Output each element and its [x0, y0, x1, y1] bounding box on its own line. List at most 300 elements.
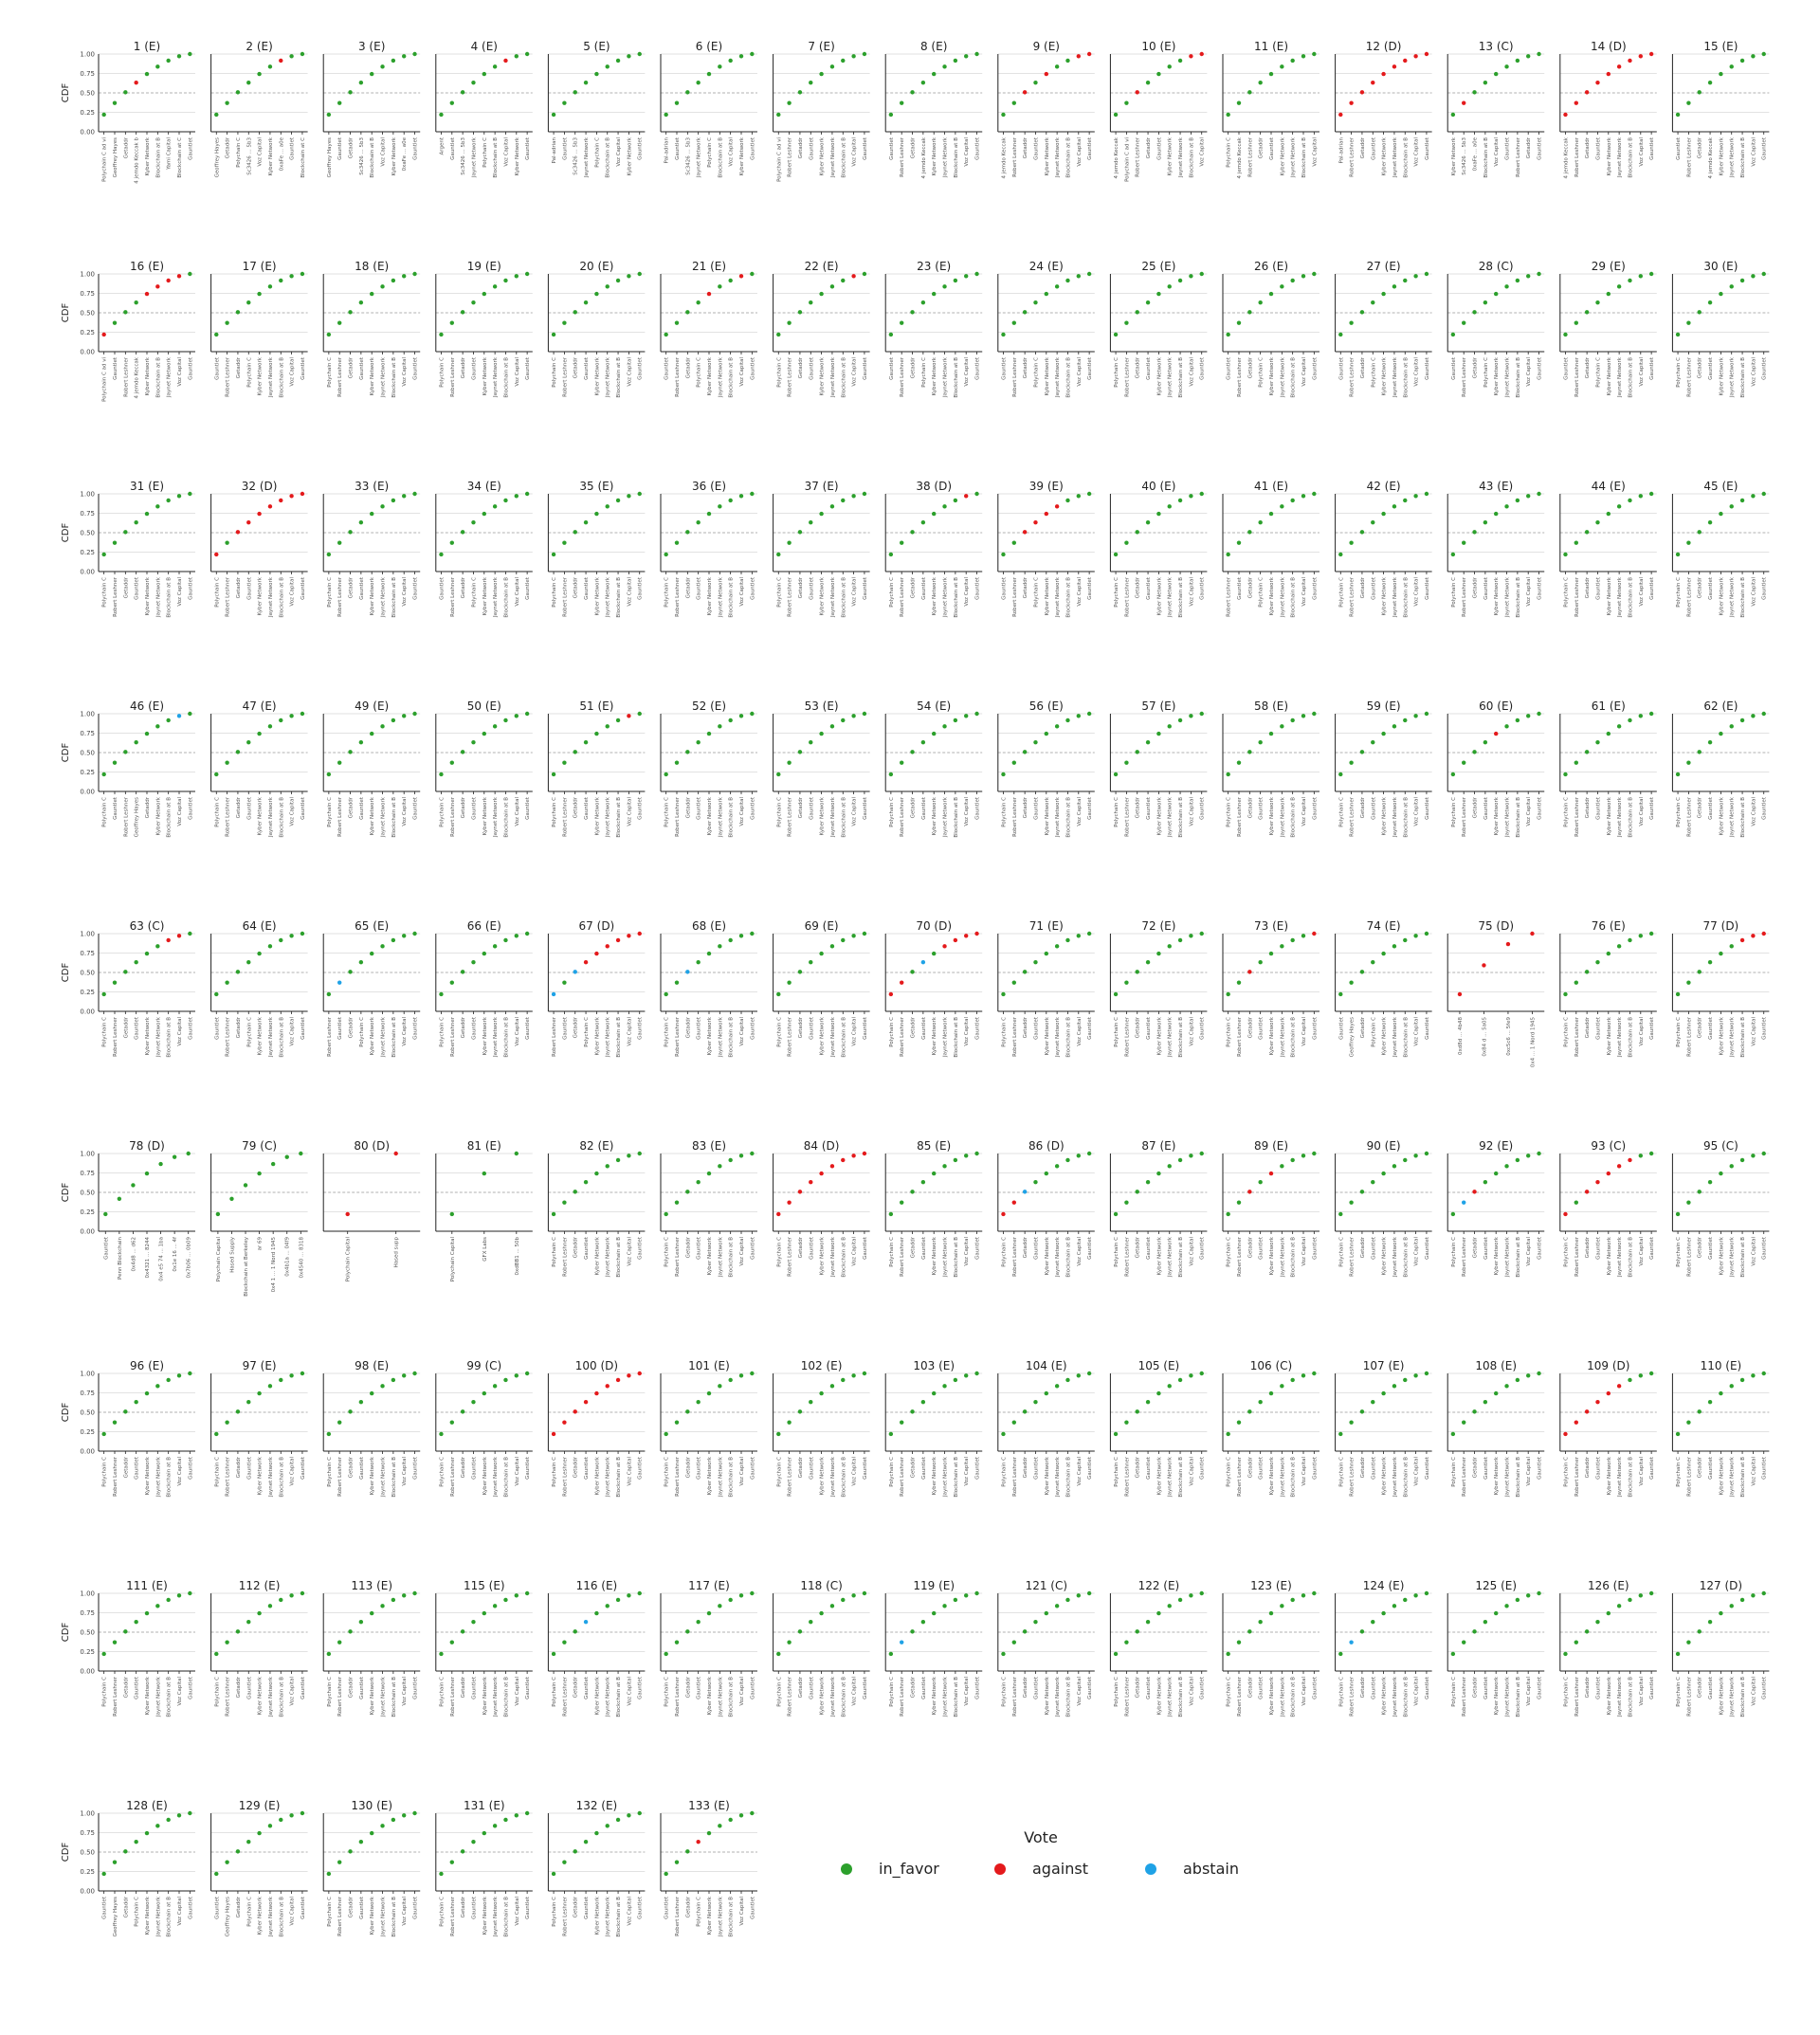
cdf-point-in-favor [1563, 772, 1567, 776]
panel [1110, 1579, 1207, 1717]
x-tick-label: Voz Capital [289, 357, 296, 387]
cdf-point-in-favor [1045, 732, 1048, 736]
cdf-point-against [1607, 72, 1611, 76]
cdf-point-in-favor [1146, 1400, 1150, 1404]
panel [1672, 480, 1769, 618]
x-tick-label: Robert Leshner [1462, 577, 1468, 617]
x-tick-label: Getaddr [461, 1897, 467, 1918]
x-tick-label: Blockchain at B [1740, 357, 1747, 398]
x-tick-label: Getaddr [348, 797, 355, 819]
x-tick-label: Jaynet Network [1167, 1677, 1174, 1717]
x-tick-label: Gauntlet [809, 577, 815, 600]
x-tick-label: Robert Leshner [1247, 137, 1254, 177]
x-tick-label: Getaddr [1359, 1237, 1366, 1259]
x-tick-label: Polychain C [1001, 1677, 1008, 1707]
cdf-point-in-favor [370, 732, 373, 736]
cdf-point-in-favor [664, 1432, 667, 1436]
panel [774, 260, 870, 398]
legend [841, 1828, 1239, 1879]
cdf-point-in-favor [1708, 960, 1712, 964]
x-tick-label: Voz Capital [1312, 137, 1319, 167]
x-tick-label: Blockchain at B [279, 1677, 285, 1717]
x-tick-label: Blockchain at B [1628, 1017, 1634, 1058]
cdf-point-in-favor [123, 1849, 127, 1853]
cdf-point-in-favor [1617, 504, 1621, 508]
cdf-point-in-favor [225, 1420, 228, 1424]
x-tick-label: Gauntlet [1761, 577, 1768, 600]
x-tick-label: Kyber Network [1494, 1677, 1501, 1716]
cdf-point-in-favor [134, 1620, 137, 1624]
x-tick-label: Kyber Network [1494, 797, 1501, 836]
panel-title: 18 (E) [355, 260, 390, 273]
cdf-point-in-favor [1504, 504, 1508, 508]
x-tick-label: Gauntlet [1087, 1677, 1094, 1699]
cdf-point-in-favor [236, 1629, 240, 1633]
x-tick-label: Blockchain at B [503, 1457, 510, 1498]
x-tick-label: Gauntlet [1087, 797, 1094, 820]
x-tick-label: Jaynet Network [1729, 137, 1736, 177]
panel-title: 46 (E) [129, 700, 165, 713]
panel-title: 122 (E) [1138, 1579, 1180, 1592]
cdf-point-in-favor [685, 90, 689, 94]
x-tick-label: Gauntlet [412, 1017, 419, 1040]
cdf-point-in-favor [616, 718, 620, 722]
cdf-point-in-favor [1237, 760, 1241, 764]
cdf-point-in-favor [1087, 1591, 1091, 1595]
x-tick-label: Robert Leshner [1462, 797, 1468, 837]
x-tick-label: Polychain C [1483, 357, 1489, 388]
cdf-point-in-favor [113, 320, 117, 324]
cdf-point-in-favor [1136, 1190, 1139, 1193]
x-tick-label: Jaynet Network [155, 1677, 162, 1717]
x-tick-label: Robert Leshner [113, 1677, 118, 1717]
cdf-point-in-favor [1451, 553, 1455, 556]
x-tick-label: Blockchain at B [1515, 1677, 1521, 1717]
cdf-point-in-favor [1413, 1154, 1417, 1157]
x-tick-label: Voz Capital [1413, 797, 1420, 827]
x-tick-label: Kyber Network [370, 1897, 376, 1935]
cdf-point-in-favor [1392, 284, 1396, 288]
cdf-point-in-favor [359, 1840, 363, 1844]
cdf-point-in-favor [1516, 59, 1520, 63]
cdf-point-in-favor [1012, 1640, 1016, 1644]
cdf-point-in-favor [739, 1593, 743, 1597]
x-tick-label: Polychain C [696, 1897, 702, 1927]
panel-title: 113 (E) [351, 1579, 393, 1592]
cdf-point-in-favor [1628, 718, 1631, 722]
cdf-point-in-favor [1676, 1652, 1680, 1656]
cdf-point-in-favor [863, 1591, 866, 1595]
panel [548, 480, 645, 618]
panel-title: 81 (E) [466, 1139, 501, 1153]
cdf-point-in-favor [1628, 279, 1631, 282]
panel [774, 1139, 870, 1278]
cdf-point-in-favor [461, 1629, 464, 1633]
cdf-point-in-favor [1676, 1432, 1680, 1436]
panel-title: 7 (E) [808, 40, 835, 53]
cdf-point-in-favor [584, 740, 588, 744]
cdf-point-in-favor [675, 540, 679, 544]
x-tick-label: Blockchain at B [1290, 1237, 1297, 1278]
cdf-point-against [1045, 72, 1048, 76]
cdf-point-against [101, 333, 105, 336]
cdf-point-in-favor [1563, 553, 1567, 556]
x-tick-label: Getaddr [348, 1677, 355, 1699]
panel [774, 40, 870, 182]
x-tick-label: Robert Leshner [1349, 357, 1356, 397]
panel [998, 260, 1095, 398]
x-tick-label: Kyber Network [932, 576, 938, 616]
panel [436, 260, 533, 398]
x-tick-label: Robert Leshner [900, 1237, 906, 1277]
cdf-point-in-favor [1269, 1611, 1273, 1615]
cdf-point-in-favor [1360, 530, 1364, 534]
x-tick-label: Gauntlet [358, 1677, 365, 1699]
x-tick-label: Polychain C [1226, 137, 1232, 168]
x-tick-label: Getaddr [685, 357, 692, 379]
x-tick-label: Polychain C [1676, 1017, 1683, 1047]
cdf-point-in-favor [188, 932, 191, 936]
cdf-point-in-favor [1033, 300, 1037, 304]
x-tick-label: Kyber Network [145, 137, 151, 176]
x-tick-label: Gauntlet [1258, 1237, 1265, 1260]
cdf-point-in-favor [348, 750, 352, 754]
cdf-point-against [1247, 1190, 1251, 1193]
cdf-point-in-favor [1146, 740, 1150, 744]
x-tick-label: Polychain C ad vi [1124, 137, 1131, 182]
cdf-point-in-favor [1698, 90, 1702, 94]
panel-title: 13 (C) [1478, 40, 1514, 53]
x-tick-label: Geoffrey Hayes [113, 1897, 118, 1937]
x-tick-label: Polychain C [552, 357, 558, 388]
panel [998, 700, 1095, 838]
x-tick-label: Gauntlet [584, 797, 591, 820]
cdf-point-in-favor [1628, 1378, 1631, 1382]
x-tick-label: Getaddr [145, 797, 151, 819]
x-tick-label: Polychain C [552, 1457, 558, 1487]
cdf-point-against [830, 1164, 834, 1168]
cdf-point-in-favor [1483, 740, 1487, 744]
x-tick-label: Gauntlet [1708, 577, 1715, 600]
x-tick-label: Jaynet Network [1392, 357, 1398, 397]
cdf-point-in-favor [1751, 1154, 1755, 1157]
cdf-point-in-favor [1023, 1629, 1027, 1633]
x-tick-label: Voz Capital [514, 357, 520, 387]
x-tick-label: Voz Capital [289, 577, 296, 607]
cdf-point-against [1247, 970, 1251, 973]
x-tick-label: Voz Capital [177, 797, 183, 827]
cdf-point-in-favor [450, 1860, 454, 1863]
cdf-point-in-favor [750, 492, 754, 496]
cdf-point-in-favor [562, 1200, 566, 1204]
x-tick-label: Jaynet Network [155, 1017, 162, 1057]
x-tick-label: Polychain C [664, 797, 670, 827]
x-tick-label: Getaddr [685, 1237, 692, 1259]
x-tick-label: Blockchain at B [1740, 137, 1747, 178]
cdf-point-in-favor [1730, 64, 1734, 68]
panel [1447, 1359, 1544, 1498]
cdf-point-in-favor [750, 1811, 754, 1815]
x-tick-label: Polychain C [1450, 797, 1457, 827]
cdf-point-in-favor [1595, 520, 1599, 524]
cdf-point-in-favor [1055, 724, 1059, 728]
cdf-point-in-favor [1719, 72, 1722, 76]
cdf-point-in-favor [327, 992, 331, 996]
cdf-point-in-favor [1290, 1598, 1294, 1602]
x-tick-label: Polychain Capital [215, 1237, 222, 1282]
x-tick-label: Jaynet Network [942, 1017, 949, 1057]
x-tick-label: Gauntlet [337, 1017, 344, 1040]
cdf-point-in-favor [1290, 499, 1294, 502]
cdf-point-in-favor [1462, 1420, 1465, 1424]
x-tick-label: Getaddr [573, 1677, 579, 1699]
cdf-point-in-favor [1200, 1152, 1204, 1155]
cdf-point-in-favor [900, 760, 903, 764]
x-tick-label: Voz Capital [1413, 577, 1420, 607]
x-tick-label: Polychain C [888, 1017, 895, 1047]
cdf-point-in-favor [101, 772, 105, 776]
cdf-point-in-favor [327, 553, 331, 556]
x-tick-label: Blockchain at B [391, 1677, 397, 1717]
cdf-point-in-favor [268, 1604, 272, 1608]
cdf-point-in-favor [1719, 512, 1722, 516]
x-tick-label: Voz Capital [851, 357, 858, 387]
cdf-point-against [1269, 1172, 1273, 1175]
cdf-point-in-favor [134, 300, 137, 304]
cdf-point-in-favor [1649, 1591, 1653, 1595]
cdf-point-against [819, 1172, 823, 1175]
x-tick-label: 0xaFe ... a0e [1472, 137, 1479, 172]
cdf-point-in-favor [380, 64, 384, 68]
cdf-point-in-favor [974, 1591, 978, 1595]
cdf-point-against [584, 1400, 588, 1404]
x-tick-label: Voz Capital [964, 1017, 971, 1046]
x-tick-label: Kyber Network [1494, 1237, 1501, 1276]
x-tick-label: Jaynet Network [1055, 137, 1062, 177]
cdf-point-against [1136, 90, 1139, 94]
x-tick-label: Gauntlet [809, 357, 815, 380]
x-tick-label: Gauntlet [920, 1017, 927, 1040]
cdf-point-in-favor [1762, 1152, 1766, 1155]
cdf-point-in-favor [236, 310, 240, 314]
x-tick-label: Blockchain at B [1403, 1677, 1410, 1717]
x-tick-label: Kyber Network [1494, 357, 1501, 396]
panel-title: 33 (E) [355, 480, 390, 493]
cdf-point-in-favor [1301, 54, 1305, 58]
panel-title: 76 (E) [1591, 919, 1626, 933]
x-tick-label: Jaynet Network [605, 1897, 611, 1936]
cdf-point-in-favor [851, 494, 855, 498]
panel [885, 1139, 982, 1278]
x-tick-label: Gauntlet [1199, 357, 1206, 380]
panel-title: 110 (E) [1700, 1359, 1742, 1372]
cdf-point-in-favor [664, 772, 667, 776]
x-tick-label: Polychain C [1338, 1457, 1345, 1487]
cdf-point-in-favor [246, 1620, 250, 1624]
cdf-point-in-favor [134, 740, 137, 744]
x-tick-label: Gauntlet [471, 357, 478, 380]
x-tick-label: Kyber Network [1044, 577, 1050, 616]
panel-title: 107 (E) [1362, 1359, 1405, 1372]
x-tick-label: Getaddr [685, 1017, 692, 1039]
x-tick-label: Gauntlet [412, 1457, 419, 1480]
cdf-point-in-favor [1585, 750, 1589, 754]
cdf-point-against [1392, 64, 1396, 68]
x-tick-label: Jaynet Network [267, 797, 274, 837]
x-tick-label: Kyber Network [1156, 797, 1163, 836]
x-tick-label: Robert Leshner [113, 577, 118, 617]
x-tick-label: Polychain Capital [345, 1237, 352, 1282]
cdf-point-against [1751, 934, 1755, 937]
x-tick-label: Voz Capital [177, 1457, 183, 1486]
x-tick-label: Polychain C [214, 1457, 221, 1487]
x-tick-label: Voz Capital [1076, 1017, 1083, 1046]
cdf-point-in-favor [412, 272, 416, 276]
x-tick-label: Kyber Network [1606, 1017, 1612, 1056]
x-tick-label: Robert Leshner [123, 357, 130, 397]
cdf-point-in-favor [166, 718, 170, 722]
cdf-point-against [246, 520, 250, 524]
cdf-point-in-favor [1762, 1372, 1766, 1375]
cdf-point-in-favor [910, 1409, 914, 1413]
cdf-point-in-favor [1740, 279, 1744, 282]
x-tick-label: 0xaFe ... a0e [402, 137, 409, 172]
panel [1110, 480, 1207, 618]
cdf-point-in-favor [391, 499, 395, 502]
cdf-point-in-favor [1403, 1378, 1407, 1382]
cdf-point-in-favor [1338, 1652, 1342, 1656]
cdf-point-in-favor [1585, 310, 1589, 314]
cdf-point-in-favor [1168, 1164, 1172, 1168]
x-tick-label: Blockchain at B [841, 577, 847, 618]
panel [998, 1579, 1095, 1717]
x-tick-label: Jaynet Network [718, 1457, 724, 1497]
x-tick-label: Polychain C [1676, 797, 1683, 827]
x-tick-label: Kyber Network [145, 1017, 151, 1056]
x-tick-label: Gauntlet [471, 797, 478, 820]
x-tick-label: Gauntlet [1269, 137, 1275, 160]
panel-title: 58 (E) [1253, 700, 1289, 713]
cdf-point-in-favor [1012, 100, 1016, 104]
x-tick-label: Getaddr [910, 1017, 917, 1039]
cdf-point-in-favor [1381, 732, 1385, 736]
x-tick-label: Kyber Network [932, 1017, 938, 1056]
cdf-point-in-favor [1012, 320, 1016, 324]
panel-title: 57 (E) [1141, 700, 1176, 713]
x-tick-label: Gauntlet [1146, 1457, 1153, 1480]
cdf-point-in-favor [1001, 333, 1005, 336]
cdf-point-in-favor [145, 1391, 149, 1395]
cdf-point-in-favor [300, 932, 304, 936]
panel [1223, 40, 1320, 178]
cdf-point-in-favor [1425, 492, 1429, 496]
panel-title: 53 (E) [804, 700, 839, 713]
x-tick-label: Gauntlet [525, 577, 532, 600]
panel [1447, 700, 1544, 838]
x-tick-label: Gauntlet [1371, 577, 1377, 600]
cdf-point-in-favor [229, 1197, 233, 1201]
x-tick-label: Getaddr [1697, 137, 1703, 159]
cdf-point-in-favor [685, 530, 689, 534]
cdf-point-in-favor [552, 1652, 555, 1656]
x-tick-label: Voz Capital [1301, 1237, 1307, 1266]
cdf-point-against [1563, 1432, 1567, 1436]
x-tick-label: Jaynet Network [942, 137, 949, 177]
x-tick-label: Blockchain at B [1403, 797, 1410, 838]
x-tick-label: Blockchain at B [166, 1457, 173, 1498]
panel [661, 1359, 757, 1498]
y-tick-label: 1.00 [80, 50, 95, 59]
cdf-point-in-favor [268, 64, 272, 68]
x-tick-label: Robert Leshner [1011, 1017, 1018, 1057]
x-tick-label: Polychain C [326, 1457, 333, 1487]
cdf-point-in-favor [1001, 553, 1005, 556]
x-tick-label: Polychain C [776, 577, 783, 608]
cdf-point-in-favor [1676, 992, 1680, 996]
x-tick-label: Kyber Network [1156, 357, 1163, 396]
x-tick-label: Robert Leshner [1011, 797, 1018, 837]
x-tick-label: Blockchain at B [155, 357, 162, 398]
x-tick-label: Robert Leshner [562, 1677, 569, 1717]
x-tick-label: Kyber Network [145, 357, 151, 396]
x-tick-label: Getaddr [797, 797, 804, 819]
x-tick-label: Voz Capital [177, 577, 183, 607]
cdf-point-in-favor [1178, 59, 1182, 63]
cdf-point-in-favor [145, 1172, 149, 1175]
cdf-point-abstain [1349, 1640, 1353, 1644]
x-tick-label: Jaynet Network [1392, 577, 1398, 617]
panel-title: 119 (E) [913, 1579, 956, 1592]
x-tick-label: Blockchain at B [1403, 1457, 1410, 1498]
cdf-point-in-favor [932, 1391, 936, 1395]
x-tick-label: Gauntlet [525, 357, 532, 380]
cdf-point-abstain [1023, 1190, 1027, 1193]
cdf-point-in-favor [1258, 740, 1262, 744]
x-tick-label: Robert Leshner [787, 1457, 793, 1497]
x-tick-label: Gauntlet [1649, 577, 1656, 600]
panel-title: 72 (E) [1141, 919, 1176, 933]
cdf-point-in-favor [1526, 1154, 1530, 1157]
x-tick-label: Getaddr [235, 1677, 242, 1699]
x-tick-label: Jaynet Network [1280, 1677, 1286, 1717]
x-tick-label: Voz Capital [514, 1457, 520, 1486]
cdf-point-in-favor [616, 279, 620, 282]
x-tick-label: Voz Capital [1076, 1457, 1083, 1486]
cdf-point-in-favor [391, 718, 395, 722]
x-tick-label: Kyber Network [627, 137, 633, 176]
cdf-point-in-favor [1425, 1152, 1429, 1155]
x-tick-label: Robert Leshner [1574, 357, 1580, 397]
cdf-point-in-favor [718, 1384, 721, 1388]
cdf-point-in-favor [1033, 740, 1037, 744]
x-tick-label: Blockchain at B [728, 1457, 735, 1498]
cdf-point-in-favor [289, 1813, 293, 1817]
x-tick-label: Getaddr [1023, 357, 1029, 379]
cdf-point-in-favor [819, 1611, 823, 1615]
cdf-point-in-favor [863, 712, 866, 716]
x-tick-label: Polychain C ad vi [101, 137, 108, 182]
x-tick-label: Robert Leshner [900, 577, 906, 617]
panel [1560, 700, 1657, 838]
x-tick-label: Gauntlet [1761, 1017, 1768, 1040]
cdf-point-in-favor [1258, 520, 1262, 524]
x-tick-label: Polychain C [776, 357, 783, 388]
x-tick-label: Polychain C [594, 137, 601, 168]
x-tick-label: Blockchain at B [841, 1017, 847, 1058]
x-tick-label: 4 jemdo Keccak [1237, 137, 1243, 179]
x-tick-label: Robert Leshner [1135, 137, 1141, 177]
x-tick-label: Gauntlet [1312, 357, 1319, 380]
